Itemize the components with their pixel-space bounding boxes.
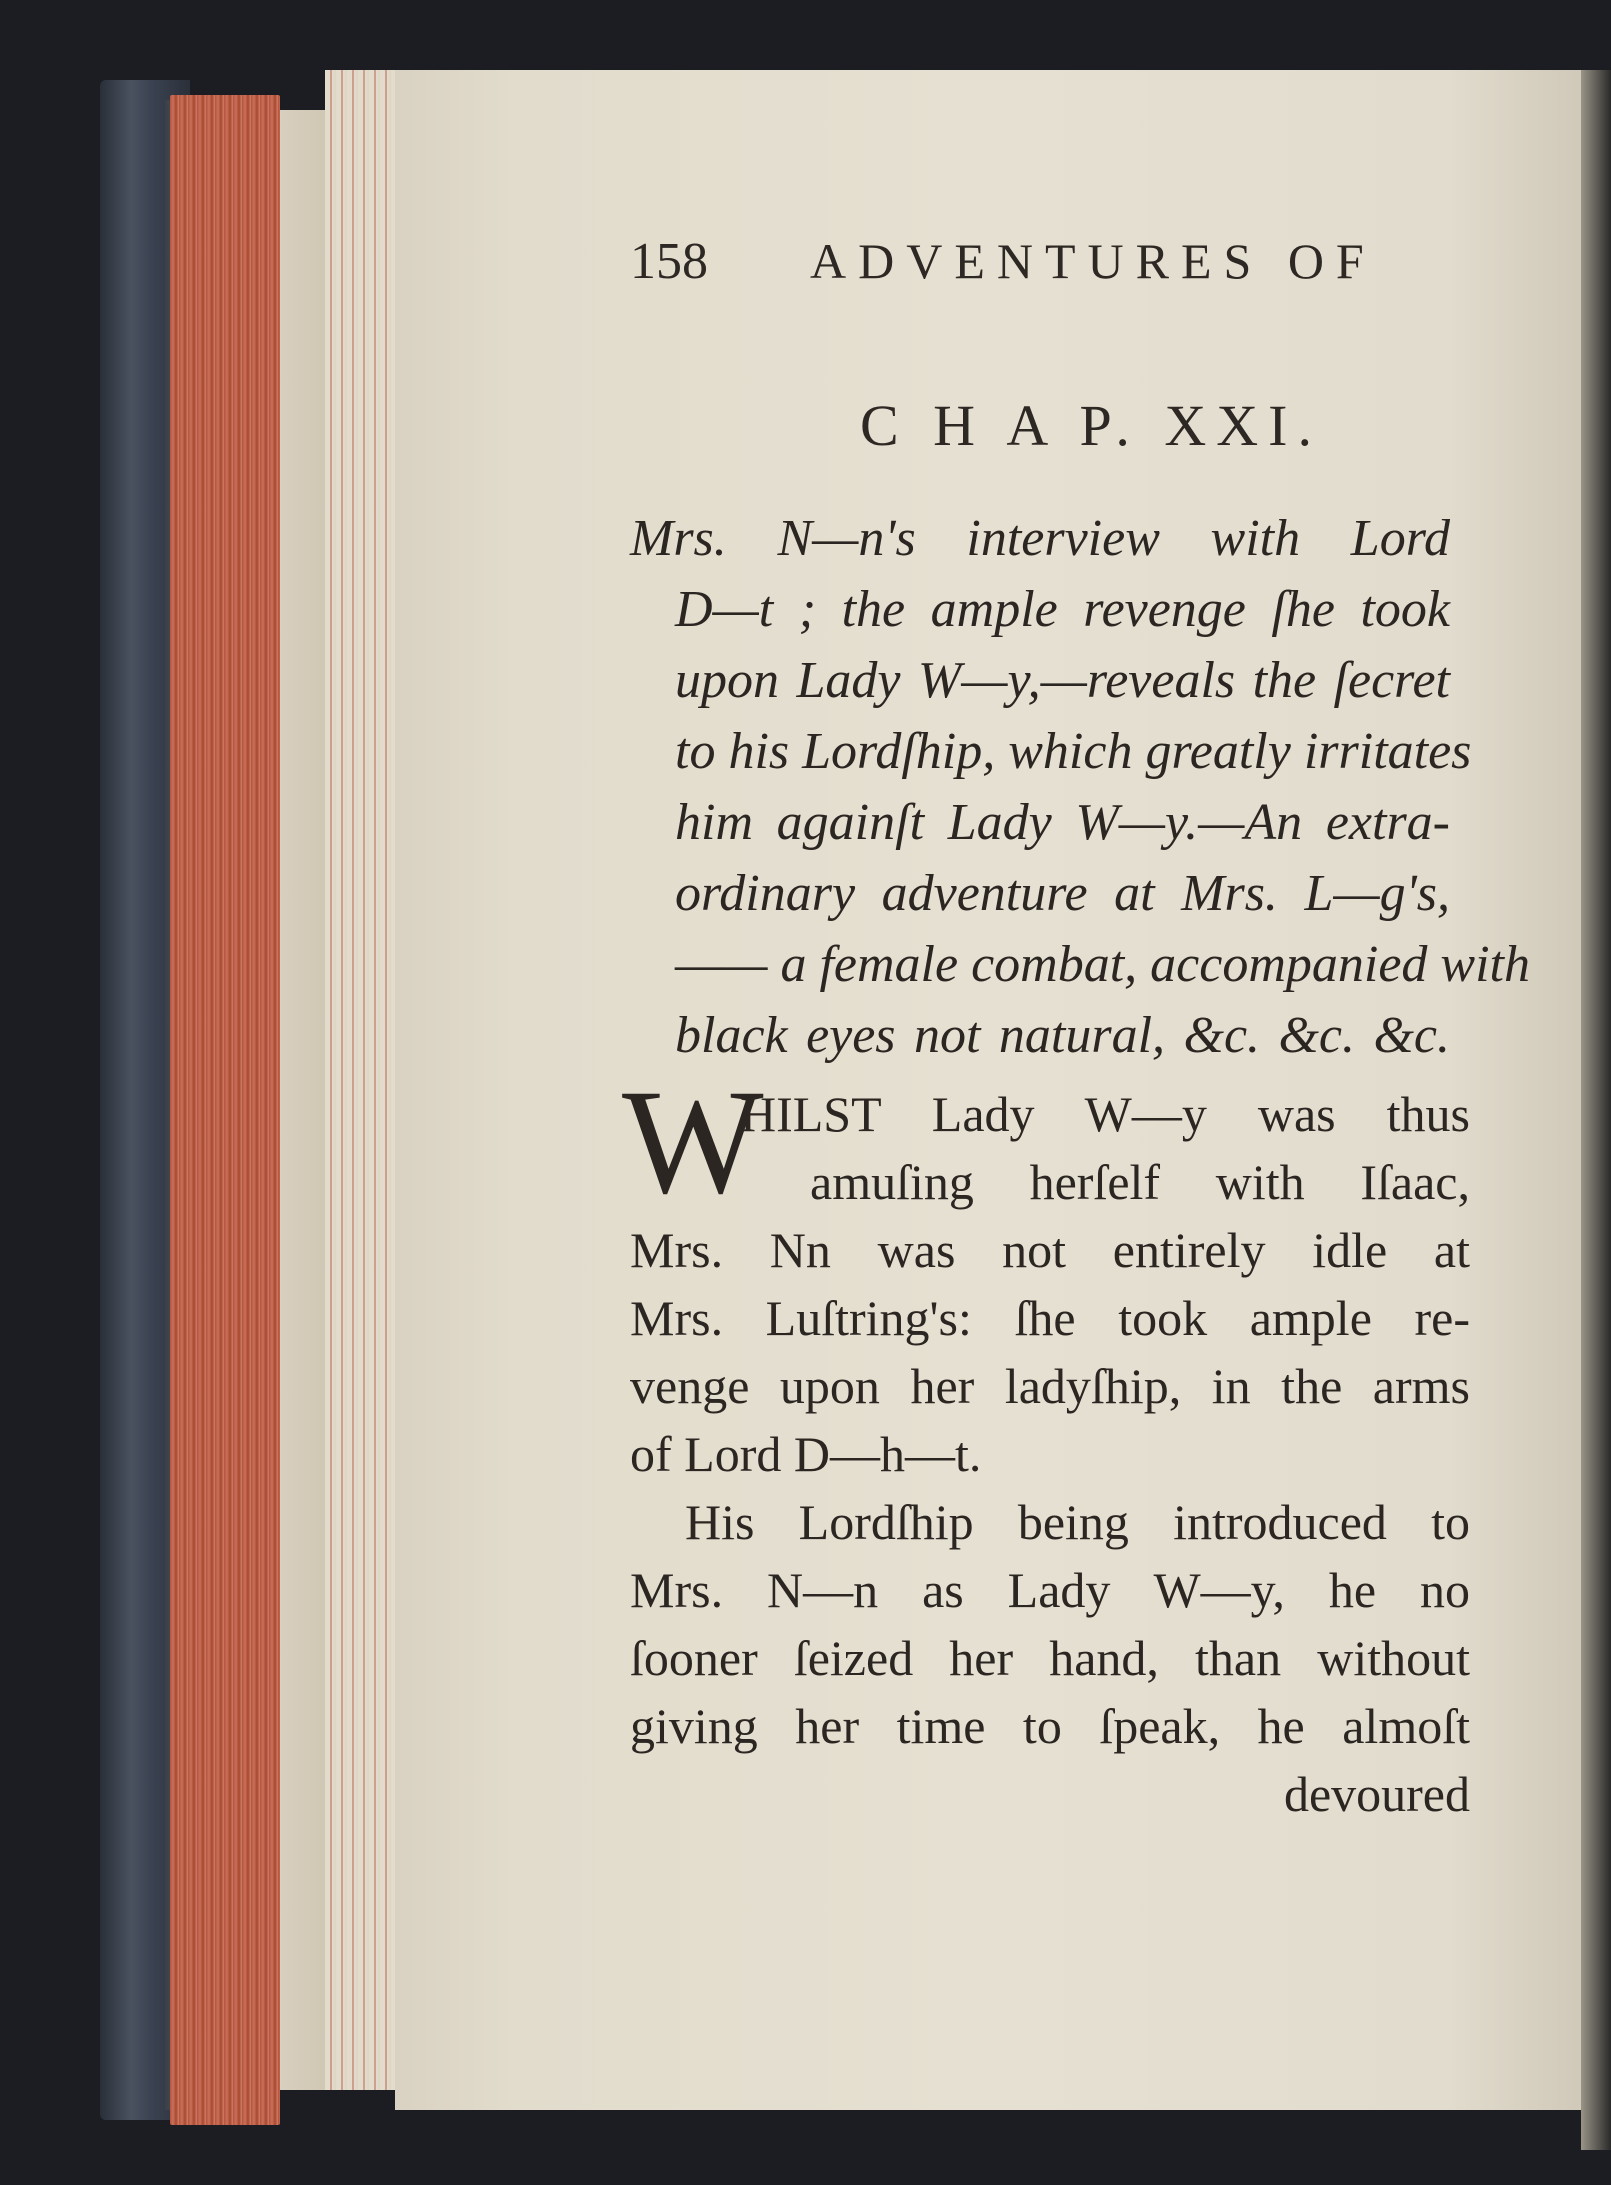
body-line: Mrs. N—n as Lady W—y, he no: [630, 1562, 1470, 1618]
body-line: of Lord D—h—t.: [630, 1426, 982, 1482]
running-head: ADVENTURES OF: [810, 233, 1376, 289]
body-line: amuſing herſelf with Iſaac,: [810, 1154, 1470, 1210]
body-line: His Lordſhip being introduced to: [685, 1494, 1470, 1550]
body-line: Mrs. Luſtring's: ſhe took ample re-: [630, 1290, 1470, 1346]
summary-line: upon Lady W—y,—reveals the ſecret: [675, 652, 1450, 709]
chapter-summary: [630, 503, 1530, 1071]
body-line: ſooner ſeized her hand, than without: [630, 1630, 1470, 1686]
summary-line: him againſt Lady W—y.—An extra-: [675, 794, 1450, 851]
summary-line: black eyes not natural, &c. &c. &c.: [675, 1007, 1450, 1064]
red-page-edges: [170, 95, 280, 2125]
page-block-inner: [280, 110, 330, 2090]
body-line: venge upon her ladyſhip, in the arms: [630, 1358, 1470, 1414]
summary-line: ordinary adventure at Mrs. L—g's,: [675, 865, 1450, 922]
body-line: giving her time to ſpeak, he almoſt: [630, 1698, 1470, 1754]
summary-line: to his Lordſhip, which greatly irritates: [675, 723, 1472, 780]
body-line: HILST Lady W—y was thus: [740, 1086, 1470, 1142]
summary-line: —— a female combat, accompanied with: [675, 936, 1530, 993]
summary-line: D—t ; the ample revenge ſhe took: [675, 581, 1450, 638]
drop-cap: W: [622, 1059, 764, 1225]
summary-line: Mrs. N—n's interview with Lord: [630, 510, 1450, 567]
stacked-leaves: [325, 70, 405, 2090]
body-text: [630, 1080, 1470, 1828]
gutter-shadow: [1581, 70, 1611, 2150]
page-number: 158: [630, 233, 708, 290]
body-line: Mrs. Nn was not entirely idle at: [630, 1222, 1470, 1278]
chapter-heading: C H A P. XXI.: [860, 393, 1322, 458]
catchword: devoured: [1283, 1766, 1470, 1822]
